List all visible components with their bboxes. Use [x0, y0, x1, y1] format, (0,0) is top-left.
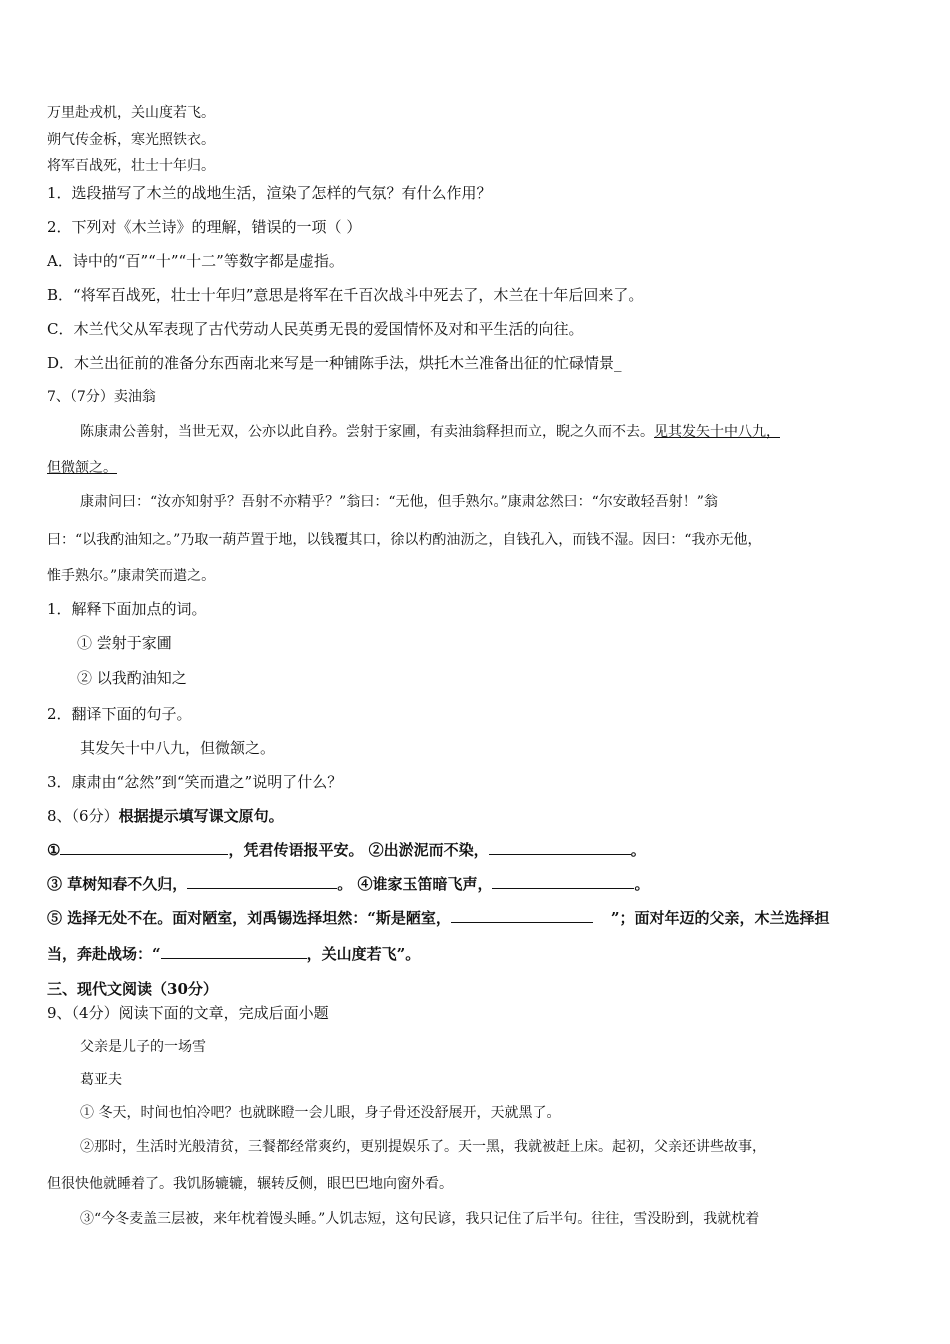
- poem-line-3: 将军百战死，壮士十年归。: [47, 158, 215, 174]
- q7-sub1: 1．解释下面加点的词。: [47, 600, 207, 618]
- q7-sub2: 2．翻译下面的句子。: [47, 705, 192, 723]
- q8-blank-1[interactable]: [60, 840, 228, 855]
- article-paragraph-2: ②那时，生活时光般清贫，三餐都经常爽约，更别提娱乐了。天一黑，我就被赶上床。起初，父亲还讲些故事，: [80, 1139, 766, 1155]
- q8-line-4: [47, 944, 420, 964]
- article-paragraph-3: ③“今冬麦盖三层被，来年枕着馒头睡。”人饥志短，这句民谚，我只记住了后半句。往往，雪没盼到，我就枕着: [80, 1211, 760, 1227]
- article-author: 葛亚夫: [80, 1072, 122, 1088]
- q8-line-3: [47, 908, 830, 928]
- q8-text-4b: ，关山度若飞”。: [306, 945, 421, 963]
- q8-line-2: [47, 874, 649, 894]
- q7-passage-line-4: 惟手熟尔。”康肃笑而遣之。: [47, 568, 216, 584]
- q7-sub3: 3．康肃由“忿然”到“笑而遣之”说明了什么？: [47, 773, 343, 791]
- section-heading: 三、现代文阅读（30分）: [47, 980, 218, 998]
- q7-sub1-item-a: ① 尝射于家圃: [77, 634, 172, 652]
- q6-option-c: C．木兰代父从军表现了古代劳动人民英勇无畏的爱国情怀及对和平生活的向往。: [47, 320, 584, 338]
- q8-heading: [47, 806, 284, 826]
- q8-text-4: 当，奔赴战场：“: [47, 945, 161, 963]
- q8-prefix: 8、（6分）: [47, 807, 119, 825]
- q7-passage-line-2: 康肃问曰：“汝亦知射乎？吾射不亦精乎？”翁曰：“无他，但手熟尔。”康肃忿然曰：“尔安敢轻吾射！”翁: [80, 494, 718, 510]
- article-paragraph-1: ① 冬天，时间也怕冷吧？也就眯瞪一会儿眼，身子骨还没舒展开，天就黑了。: [80, 1105, 561, 1121]
- q6-sub1: 1．选段描写了木兰的战地生活，渲染了怎样的气氛？有什么作用？: [47, 184, 492, 202]
- q8-instruction: 根据提示填写课文原句。: [118, 807, 284, 825]
- q6-sub2: 2．下列对《木兰诗》的理解，错误的一项（ ）: [47, 218, 362, 236]
- q8-blank-3[interactable]: [187, 874, 337, 889]
- q8-text-3: ⑤ 选择无处不在。面对陋室，刘禹锡选择坦然：“斯是陋室，: [47, 909, 451, 927]
- q7-sub1-item-b: ② 以我酌油知之: [77, 669, 187, 687]
- q8-text-2-end: 。: [634, 875, 650, 893]
- q8-line-1: [47, 840, 646, 860]
- q8-blank-2[interactable]: [489, 840, 631, 855]
- poem-line-1: 万里赴戎机，关山度若飞。: [47, 105, 215, 121]
- q7-heading: 7、（7分）卖油翁: [47, 389, 156, 405]
- q7-passage-line-1: [80, 422, 780, 442]
- q8-text-3b: ”；面对年迈的父亲，木兰选择担: [610, 909, 830, 927]
- q7-underlined-sentence: 见其发矢十中八九，: [654, 424, 780, 440]
- q6-option-d: D．木兰出征前的准备分东西南北来写是一种铺陈手法，烘托木兰准备出征的忙碌情景_: [47, 354, 622, 372]
- q7-underlined-sentence-end: 但微颔之。: [47, 460, 117, 476]
- q9-heading: 9、（4分）阅读下面的文章，完成后面小题: [47, 1004, 329, 1022]
- q8-blank-5[interactable]: [451, 908, 593, 923]
- q7-sub2-sentence: 其发矢十中八九，但微颔之。: [80, 739, 276, 757]
- q8-blank-4[interactable]: [492, 874, 634, 889]
- q8-text-2b: 。 ④谁家玉笛暗飞声，: [337, 875, 493, 893]
- q8-text-1-end: 。: [630, 841, 646, 859]
- q7-passage-text: 陈康肃公善射，当世无双，公亦以此自矜。尝射于家圃，有卖油翁释担而立，睨之久而不去。: [80, 424, 654, 440]
- q8-text-1: ，凭君传语报平安。 ②出淤泥而不染，: [228, 841, 489, 859]
- poem-line-2: 朔气传金柝，寒光照铁衣。: [47, 132, 215, 148]
- q8-text-2: ③ 草树知春不久归，: [47, 875, 188, 893]
- q6-option-a: A．诗中的“百”“十”“十二”等数字都是虚指。: [47, 252, 344, 270]
- q8-blank-6[interactable]: [161, 944, 307, 959]
- q7-passage-line-3: 曰：“以我酌油知之。”乃取一葫芦置于地，以钱覆其口，徐以杓酌油沥之，自钱孔入，而钱不湿。因曰：“我亦无他，: [47, 532, 762, 548]
- article-title: 父亲是儿子的一场雪: [80, 1039, 206, 1055]
- article-paragraph-2-cont: 但很快他就睡着了。我饥肠辘辘，辗转反侧，眼巴巴地向窗外看。: [47, 1176, 453, 1192]
- q8-marker-1: ①: [47, 841, 61, 859]
- q6-option-b: B．“将军百战死，壮士十年归”意思是将军在千百次战斗中死去了，木兰在十年后回来了。: [47, 286, 644, 304]
